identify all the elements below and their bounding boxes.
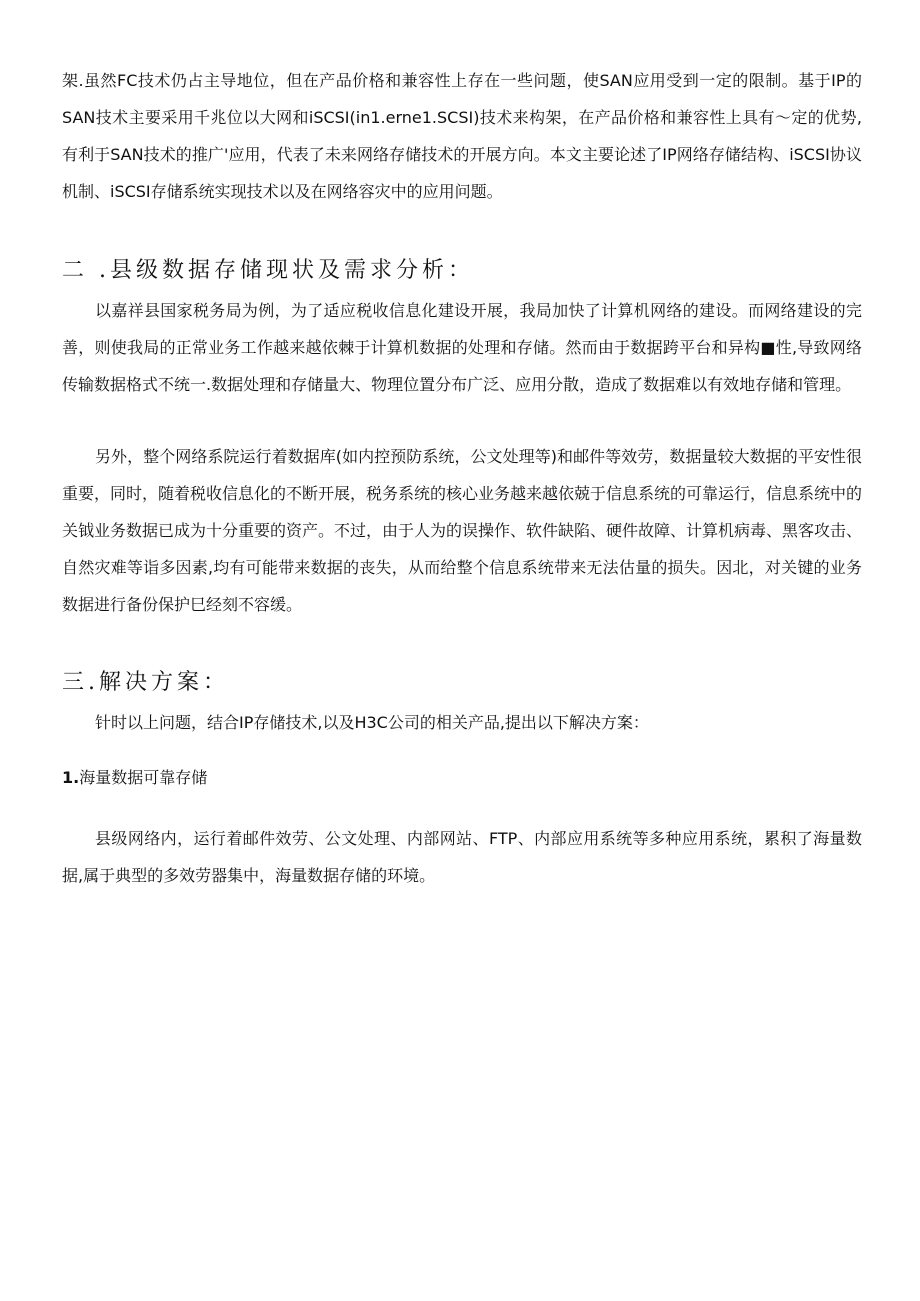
section-2-heading: 二 .县级数据存储现状及需求分析： (62, 258, 474, 283)
subsection-1-heading (62, 763, 862, 793)
intro-paragraph: 架.虽然FC技术仍占主导地位，但在产品价格和兼容性上存在一些问题，使SAN应用受到一定的限制。基于IP的SAN技术主要采用千兆位以大网和iSCSI(in1.erne1.SCSI)技术来构架，在产品价格和兼容性上具有〜定的优势,有利于SAN技术的推广'应用，代表了未来网络存储技术的开展方向。本文主要论述了IP网络存储结构、iSCSI协议机制、iSCSI存储系统实现技术以及在网络容灾中的应用问题。 (62, 71, 862, 201)
section-3-heading: 三.解决方案： (62, 670, 229, 695)
subsection-1-number: 1. (62, 768, 80, 787)
subsection-1-title: 海量数据可靠存储 (79, 768, 208, 787)
subsection-1-paragraph: 县级网络内，运行着邮件效劳、公文处理、内部网站、FTP、内部应用系统等多种应用系统，累积了海量数据,属于典型的多效劳器集中，海量数据存储的环境。 (62, 829, 862, 885)
section-2-paragraph-2: 另外，整个网络系院运行着数据库(如内控预防系统，公文处理等)和邮件等效劳，数据量较大数据的平安性很重要，同时，随着税收信息化的不断开展，税务系统的核心业务越来越依兢于信息系统的可靠运行，信息系统中的关钺业务数据已成为十分重要的资产。不过，由于人为的误操作、软件缺陷、硬件故障、计算机病毒、黑客攻击、自然灾难等诣多因素,均有可能带来数据的丧失，从而给整个信息系统带来无法估量的损失。因北，对关键的业务数据进行备份保护巳经刻不容缓。 (62, 447, 863, 614)
section-2-paragraph-1: 以嘉祥县国家税务局为例，为了适应税收信息化建设开展，我局加快了计算机网络的建设。而网络建设的完善，则使我局的正常业务工作越来越依棘于计算机数据的处理和存储。然而由于数据跨平台和异构■性,导致网络传输数据格式不统一.数据处理和存储量大、物理位置分布广泛、应用分散，造成了数据难以有效地存储和管理。 (62, 301, 862, 394)
section-3-paragraph-1: 针时以上问题，结合IP存储技术,以及H3C公司的相关产品,提出以下解决方案： (95, 713, 649, 732)
